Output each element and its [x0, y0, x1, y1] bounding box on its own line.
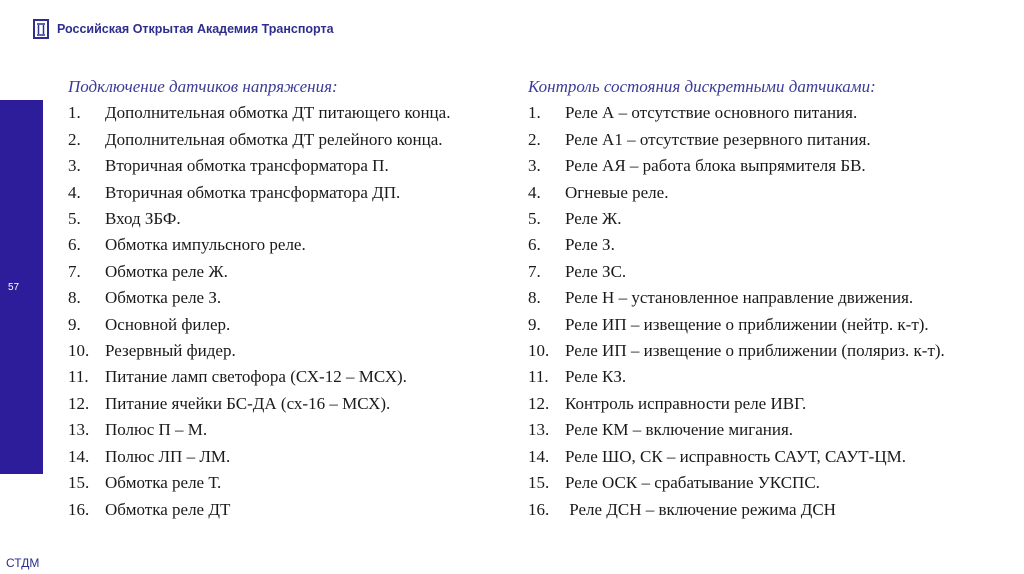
item-text: Реле ДСН – включение режима ДСН: [565, 499, 836, 519]
item-text: Реле ОСК – срабатывание УКСПС.: [565, 473, 820, 493]
item-text: Реле З.: [565, 235, 615, 255]
list-item: [68, 312, 450, 338]
item-text: Реле ЗС.: [565, 261, 627, 281]
item-text: Контроль исправности реле ИВГ.: [565, 393, 807, 413]
item-number: 7.: [68, 261, 81, 281]
item-text: Дополнительная обмотка ДТ релейного конца.: [105, 129, 443, 149]
list-item: [528, 206, 945, 232]
list-item: [528, 364, 945, 390]
item-number: 15.: [528, 473, 550, 493]
voltage-sensors-column: [68, 74, 450, 523]
item-text: Реле ИП – извещение о приближении (поляриз. к-т).: [565, 341, 945, 361]
item-text: Обмотка реле Ж.: [105, 261, 228, 281]
item-text: Реле ШО, СК – исправность САУТ, САУТ-ЦМ.: [565, 446, 906, 466]
item-text: Обмотка импульсного реле.: [105, 235, 306, 255]
header: [33, 15, 334, 43]
item-number: 1.: [528, 103, 541, 123]
item-number: 3.: [528, 156, 541, 176]
list-item: [68, 338, 450, 364]
item-text: Дополнительная обмотка ДТ питающего конца.: [105, 103, 451, 123]
footer-label: СТДМ: [6, 556, 40, 570]
item-number: 7.: [528, 261, 541, 281]
item-text: Питание ламп светофора (СХ-12 – МСХ).: [105, 367, 407, 387]
item-number: 9.: [528, 314, 541, 334]
list-item: [68, 444, 450, 470]
item-number: 5.: [528, 209, 541, 229]
item-text: Реле А – отсутствие основного питания.: [565, 103, 858, 123]
list-item: [68, 153, 450, 179]
list-item: [68, 259, 450, 285]
list-item: [68, 100, 450, 126]
item-number: 11.: [68, 367, 89, 387]
list-item: [528, 285, 945, 311]
item-text: Реле АЯ – работа блока выпрямителя БВ.: [565, 156, 866, 176]
item-number: 13.: [528, 420, 550, 440]
list-item: [528, 444, 945, 470]
item-text: Резервный фидер.: [105, 341, 236, 361]
item-number: 10.: [68, 341, 90, 361]
list-item: [68, 285, 450, 311]
list-item: [68, 417, 450, 443]
list-item: [528, 180, 945, 206]
list-item: [528, 470, 945, 496]
item-number: 3.: [68, 156, 81, 176]
list-item: [528, 312, 945, 338]
list-item: [528, 232, 945, 258]
list-item: [528, 127, 945, 153]
list-item: [68, 127, 450, 153]
item-number: 4.: [528, 182, 541, 202]
sidebar-bar: [0, 100, 43, 474]
list-item: [68, 497, 450, 523]
list-item: [528, 153, 945, 179]
item-number: 8.: [528, 288, 541, 308]
voltage-sensors-list: [68, 100, 450, 523]
item-number: 13.: [68, 420, 90, 440]
academy-logo-icon: [33, 17, 49, 41]
item-text: Обмотка реле ДТ: [105, 499, 231, 519]
item-number: 8.: [68, 288, 81, 308]
item-text: Реле А1 – отсутствие резервного питания.: [565, 129, 871, 149]
item-number: 15.: [68, 473, 90, 493]
org-name: Российская Открытая Академия Транспорта: [57, 22, 334, 36]
item-text: Вторичная обмотка трансформатора П.: [105, 156, 389, 176]
item-number: 16.: [528, 499, 550, 519]
item-number: 16.: [68, 499, 90, 519]
column-title: Контроль состояния дискретными датчиками:: [528, 77, 876, 96]
item-number: 4.: [68, 182, 81, 202]
item-text: Вторичная обмотка трансформатора ДП.: [105, 182, 401, 202]
list-item: [68, 180, 450, 206]
list-item: [68, 364, 450, 390]
item-text: Полюс П – М.: [105, 420, 208, 440]
item-text: Реле ИП – извещение о приближении (нейтр. к-т).: [565, 314, 929, 334]
discrete-sensors-column: [528, 74, 945, 523]
item-number: 11.: [528, 367, 549, 387]
item-text: Огневые реле.: [565, 182, 669, 202]
list-item: [68, 206, 450, 232]
item-text: Обмотка реле З.: [105, 288, 222, 308]
item-text: Питание ячейки БС-ДА (сх-16 – МСХ).: [105, 393, 391, 413]
item-text: Реле КЗ.: [565, 367, 627, 387]
item-number: 5.: [68, 209, 81, 229]
item-number: 14.: [528, 446, 550, 466]
item-text: Реле Ж.: [565, 209, 622, 229]
item-number: 10.: [528, 341, 550, 361]
item-text: Основной филер.: [105, 314, 231, 334]
item-text: Вход ЗБФ.: [105, 209, 181, 229]
list-item: [528, 100, 945, 126]
list-item: [528, 417, 945, 443]
list-item: [528, 338, 945, 364]
item-text: Реле Н – установленное направление движения.: [565, 288, 914, 308]
list-item: [528, 259, 945, 285]
item-number: 1.: [68, 103, 81, 123]
item-number: 9.: [68, 314, 81, 334]
column-title: Подключение датчиков напряжения:: [68, 77, 338, 96]
page-number: 57: [8, 282, 20, 293]
item-text: Реле КМ – включение мигания.: [565, 420, 794, 440]
item-number: 14.: [68, 446, 90, 466]
discrete-sensors-list: [528, 100, 945, 523]
item-text: Полюс ЛП – ЛМ.: [105, 446, 231, 466]
item-number: 12.: [68, 393, 90, 413]
list-item: [528, 497, 945, 523]
item-number: 12.: [528, 393, 550, 413]
list-item: [68, 470, 450, 496]
item-text: Обмотка реле Т.: [105, 473, 222, 493]
item-number: 2.: [68, 129, 81, 149]
list-item: [528, 391, 945, 417]
item-number: 2.: [528, 129, 541, 149]
list-item: [68, 232, 450, 258]
item-number: 6.: [528, 235, 541, 255]
list-item: [68, 391, 450, 417]
item-number: 6.: [68, 235, 81, 255]
